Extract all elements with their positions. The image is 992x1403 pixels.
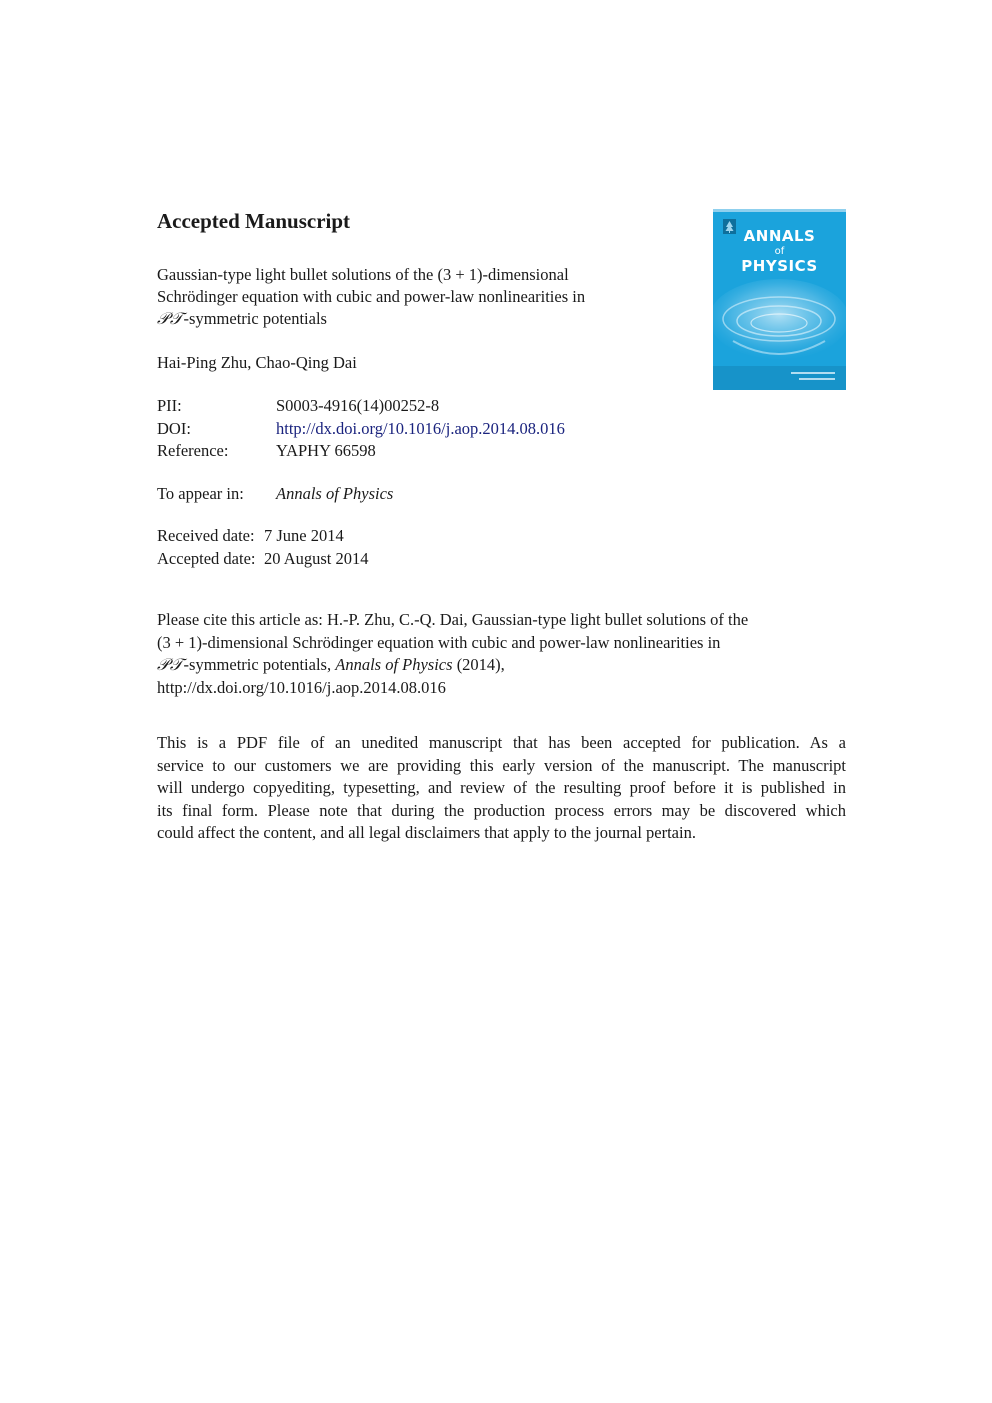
article-title-line-1: Gaussian-type light bullet solutions of the (3 + 1)-dimensional [157, 265, 569, 284]
disclaimer-line-5: could affect the content, and all legal disclaimers that apply to the journal pertain. [157, 823, 696, 842]
citation-journal: Annals of Physics [335, 655, 453, 674]
journal-name: Annals of Physics [276, 484, 394, 503]
doi-link[interactable]: http://dx.doi.org/10.1016/j.aop.2014.08.016 [276, 418, 565, 438]
article-title-line-3 [157, 308, 657, 330]
citation-mid: -symmetric potentials, [183, 655, 336, 674]
article-title-line-2: Schrödinger equation with cubic and power-law nonlinearities in [157, 287, 586, 306]
disclaimer-paragraph [157, 732, 846, 845]
doi-label: DOI: [157, 418, 191, 438]
citation-line-1: Please cite this article as: H.-P. Zhu, C.-Q. Dai, Gaussian-type light bullet solutions of the [157, 610, 749, 629]
received-value: 7 June 2014 [264, 526, 344, 545]
citation-line-3 [157, 654, 857, 677]
cover-title-physics: PHYSICS [741, 257, 818, 275]
citation-pt-symbol: 𝒫𝒯 [157, 655, 184, 674]
citation-year: (2014), [452, 655, 505, 674]
reference-label: Reference: [157, 441, 229, 460]
accepted-label: Accepted date: [157, 548, 256, 568]
cover-footer [713, 366, 846, 390]
article-title-tail: -symmetric potentials [183, 309, 327, 328]
disclaimer-line-1: This is a PDF file of an unedited manuscript that has been accepted for publication. As a [157, 733, 846, 752]
disclaimer-line-4: its final form. Please note that during the production process errors may be discovered which [157, 800, 846, 820]
page-heading: Accepted Manuscript [157, 209, 351, 233]
pt-symbol: 𝒫𝒯 [157, 309, 184, 328]
appear-label: To appear in: [157, 484, 244, 503]
cover-top-strip [713, 209, 846, 212]
cover-title [713, 229, 846, 274]
pii-value: S0003-4916(14)00252-8 [276, 396, 440, 415]
disclaimer-line-2: service to our customers we are providing this early version of the manuscript. The manuscript [157, 755, 846, 775]
cover-title-annals: ANNALS [743, 227, 816, 245]
citation-doi: http://dx.doi.org/10.1016/j.aop.2014.08.016 [157, 677, 446, 697]
pii-label: PII: [157, 396, 182, 415]
accepted-value: 20 August 2014 [264, 548, 369, 568]
journal-cover [713, 209, 846, 390]
cover-ripple-art [713, 279, 846, 369]
citation-block [157, 609, 857, 699]
disclaimer-line-3: will undergo copyediting, typesetting, and review of the resulting proof before it is published in [157, 778, 846, 797]
cover-title-of: of [774, 246, 785, 257]
citation-line-2: (3 + 1)-dimensional Schrödinger equation with cubic and power-law nonlinearities in [157, 632, 721, 652]
received-label: Received date: [157, 526, 255, 545]
reference-value: YAPHY 66598 [276, 441, 376, 460]
authors: Hai-Ping Zhu, Chao-Qing Dai [157, 353, 357, 372]
article-title [157, 264, 657, 330]
